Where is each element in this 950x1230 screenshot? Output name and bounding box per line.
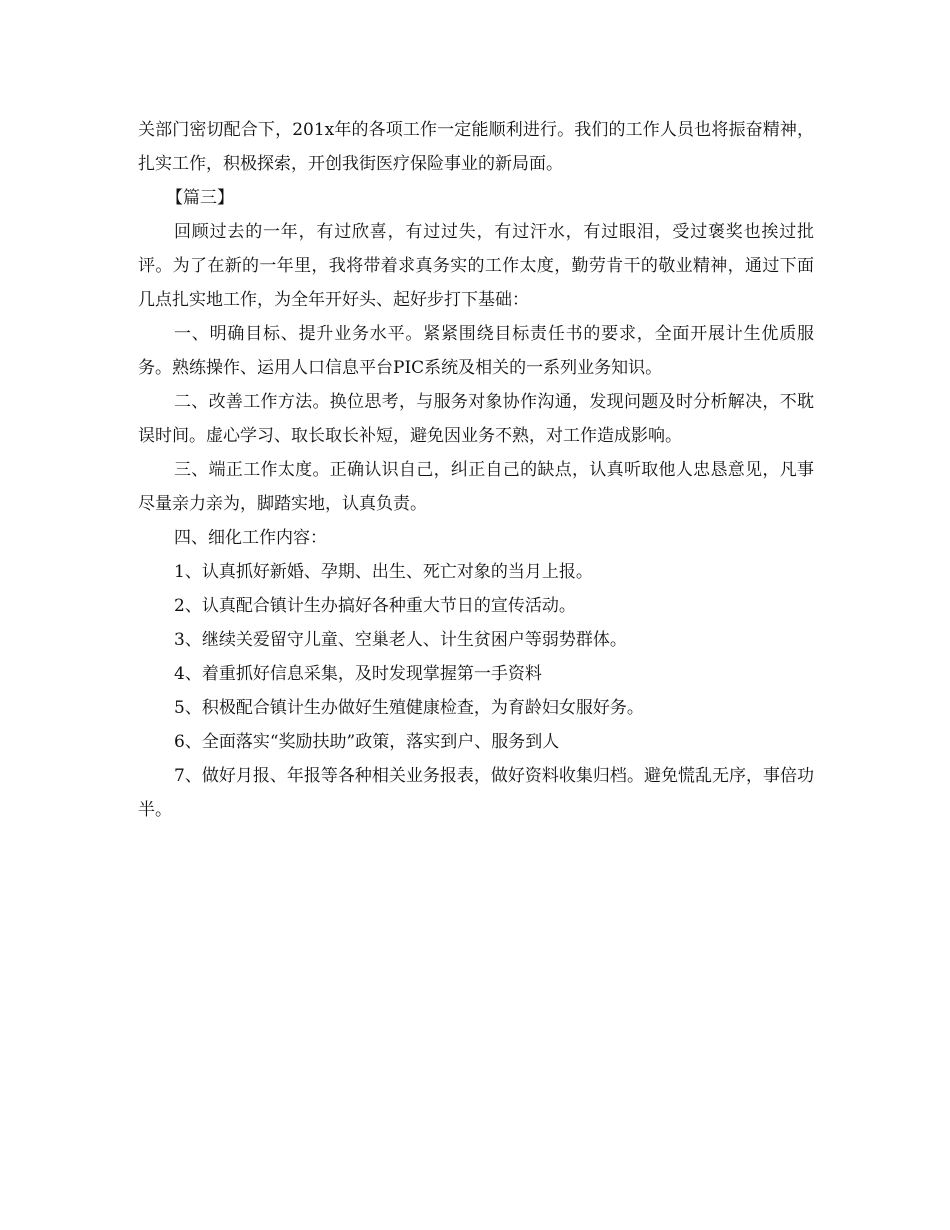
list-item-5: 5、积极配合镇计生办做好生殖健康检查，为育龄妇女服好务。 [174,698,644,718]
paragraph-point-3: 三、端正工作太度。正确认识自己，纠正自己的缺点，认真听取他人忠恳意见，凡事尽量亲力亲为，脚踏实地，认真负责。 [138,460,814,514]
paragraph-point-2: 二、改善工作方法。换位思考，与服务对象协作沟通，发现问题及时分析解决，不耽误时间。虚心学习、取长取长补短，避免因业务不熟，对工作造成影响。 [138,392,814,446]
list-item-4: 4、着重抓好信息采集，及时发现掌握第一手资料 [174,664,542,684]
section-heading: 【篇三】 [166,188,234,208]
paragraph-continuation: 关部门密切配合下，201x年的各项工作一定能顺利进行。我们的工作人员也将振奋精神，扎实工作，积极探索，开创我街医疗保险事业的新局面。 [138,120,814,174]
paragraph-intro: 回顾过去的一年，有过欣喜，有过过失，有过汗水，有过眼泪，受过褒奖也挨过批评。为了在新的一年里，我将带着求真务实的工作太度，勤劳肯干的敬业精神，通过下面几点扎实地工作，为全年开好头、起好步打下基础： [138,222,814,310]
list-item-3: 3、继续关爱留守儿童、空巢老人、计生贫困户等弱势群体。 [174,630,627,650]
list-item-1: 1、认真抓好新婚、孕期、出生、死亡对象的当月上报。 [174,562,593,582]
paragraph-point-1: 一、明确目标、提升业务水平。紧紧围绕目标责任书的要求，全面开展计生优质服务。熟练操作、运用人口信息平台PIC系统及相关的一系列业务知识。 [138,324,814,378]
document-body [138,113,814,827]
list-item-7: 7、做好月报、年报等各种相关业务报表，做好资料收集归档。避免慌乱无序，事倍功半。 [138,766,814,820]
list-item-6: 6、全面落实“奖励扶助”政策，落实到户、服务到人 [174,732,560,752]
list-item-2: 2、认真配合镇计生办搞好各种重大节日的宣传活动。 [174,596,576,616]
paragraph-point-4: 四、细化工作内容： [174,528,327,548]
